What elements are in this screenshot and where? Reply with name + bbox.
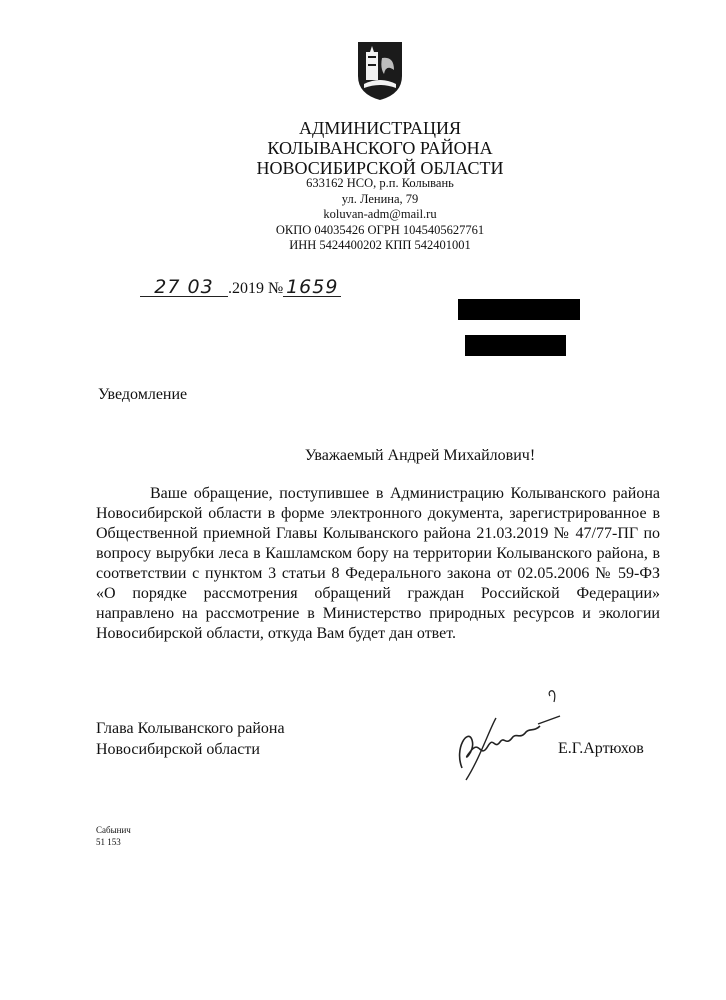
handwritten-number: 1659 [283, 278, 341, 297]
handwritten-date: 27 03 [140, 278, 228, 297]
document-type: Уведомление [98, 386, 188, 403]
body-paragraph: Ваше обращение, поступившее в Администрацию Колыванского района Новосибирской области в форме электронного документа, зарегистрированное в Общественной приемной Главы Колыванского района 21.03.2019 № 47/77-ПГ по вопросу вырубки леса в Кашламском бору на территории Колыванского района, в соответствии с пунктом 3 статьи 8 Федерального закона от 02.05.2006 № 59-ФЗ «О порядке рассмотрения обращений граждан Российской Федерации» направлено на рассмотрение в Министерство природных ресурсов и экологии Новосибирской области, откуда Вам будет дан ответ. [96, 485, 660, 642]
signer-name: Е.Г.Артюхов [558, 740, 644, 757]
org-name-line: АДМИНИСТРАЦИЯ [299, 118, 461, 138]
redacted-recipient-address [465, 335, 566, 356]
signer-title [96, 718, 285, 760]
signer-title-line: Новосибирской области [96, 741, 260, 758]
signature-icon [450, 688, 570, 788]
date-number-line [140, 278, 370, 302]
registration-codes: ОКПО 04035426 ОГРН 1045405627761 [275, 222, 485, 237]
signer-title-line: Глава Колыванского района [96, 720, 285, 737]
year-text: .2019 [228, 280, 264, 297]
executor-name: Сабынич [96, 825, 131, 835]
organization-address [180, 176, 580, 254]
organization-name [180, 118, 580, 178]
coat-of-arms-icon [356, 40, 404, 102]
letter-body [96, 484, 660, 644]
address-line: ул. Ленина, 79 [341, 191, 419, 206]
tax-codes: ИНН 5424400202 КПП 542401001 [289, 238, 471, 252]
org-name-line: НОВОСИБИРСКОЙ ОБЛАСТИ [256, 158, 504, 178]
greeting: Уважаемый Андрей Михайлович! [304, 447, 536, 464]
address-line: 633162 НСО, р.п. Колывань [306, 176, 454, 190]
executor-info [96, 824, 131, 848]
email-text: koluvan-adm@mail.ru [323, 207, 437, 221]
number-sign: № [268, 280, 284, 297]
redacted-recipient-name [458, 299, 580, 320]
executor-phone: 51 153 [96, 837, 121, 847]
org-name-line: КОЛЫВАНСКОГО РАЙОНА [267, 138, 493, 158]
